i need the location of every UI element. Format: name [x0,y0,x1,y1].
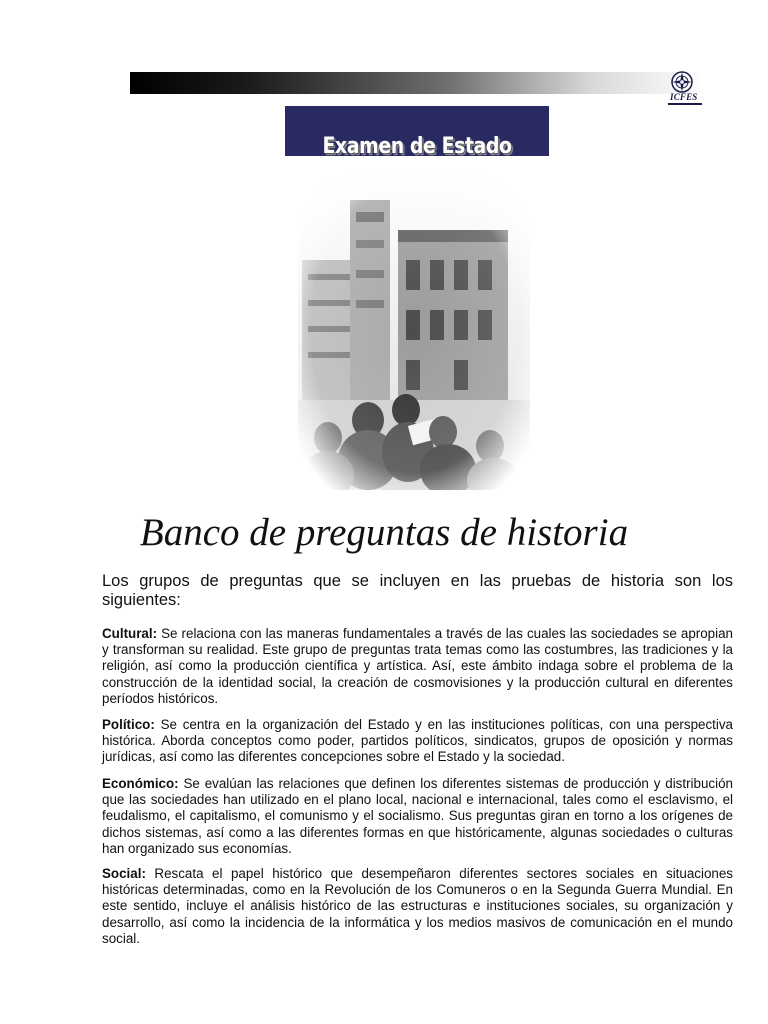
section-social [102,866,733,947]
section-text: Se relaciona con las maneras fundamentales a través de las cuales las sociedades se apropian y transforman su realidad. Este grupo de preguntas trata temas como las costumbres, las tradiciones y la religión, así como la producción científica y artística. Así, este ámbito indaga sobre el problema de la construcción de la identidad social, la creación de cosmovisiones y la producción cultural en diferentes períodos históricos. [102,626,733,706]
section-text: Se centra en la organización del Estado y en las instituciones políticas, con una perspectiva histórica. Aborda conceptos como poder, partidos políticos, sindicatos, grupos de oposición y normas jurídicas, así como las diferentes concepciones sobre el Estado y la sociedad. [102,717,733,765]
section-politico [102,717,733,766]
section-term: Político: [102,717,155,732]
section-term: Social: [102,866,146,881]
logo-underline [668,103,702,105]
building-and-students-photo [298,170,530,490]
intro-paragraph: Los grupos de preguntas que se incluyen en las pruebas de historia son los siguientes: [102,572,733,609]
section-term: Cultural: [102,626,158,641]
section-economico [102,776,733,857]
banner-title: Examen de Estado [322,134,512,159]
section-text: Se evalúan las relaciones que definen los diferentes sistemas de producción y distribución que las sociedades han utilizado en el plano local, nacional e internacional, tales como el esclavismo, el feudalismo, el capitalismo, el comunismo y el socialismo. Sus preguntas giran en torno a los orígenes de dichos sistemas, así como a las diferentes formas en que históricamente, algunas sociedades o culturas han organizado sus economías. [102,776,733,856]
header-gradient-bar [130,72,705,94]
page-title: Banco de preguntas de historia [139,511,629,554]
section-text: Rescata el papel histórico que desempeñaron diferentes sectores sociales en situaciones históricas determinadas, como en la Revolución de los Comuneros o en la Segunda Guerra Mundial. En este sentido, incluye el análisis histórico de las estructuras e instituciones sociales, su organización y desarrollo, así como la incidencia de la informática y los medios masivos de comunicación en el mundo social. [102,866,733,946]
section-term: Económico: [102,776,179,791]
section-cultural [102,626,733,707]
logo-text: ICFES [670,92,698,102]
